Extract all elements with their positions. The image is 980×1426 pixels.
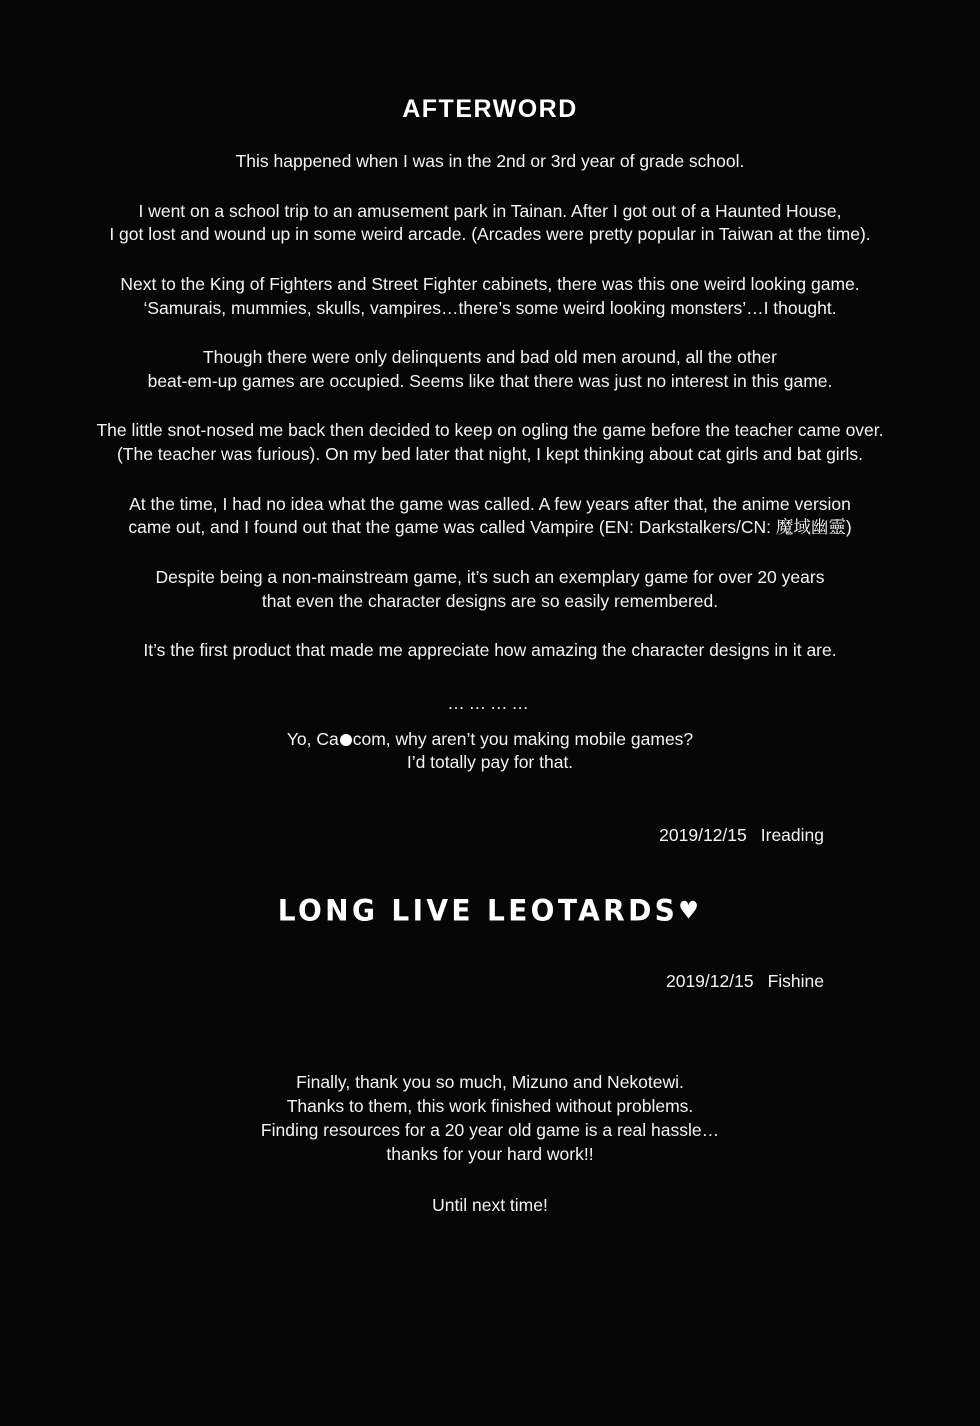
thanks-block [40, 1070, 940, 1167]
paragraph-4-line-1: Though there were only delinquents and bad old men around, all the other [202, 347, 777, 368]
closing-question-line-1 [40, 728, 940, 752]
page-title: AFTERWORD [402, 95, 578, 123]
paragraph-7 [40, 566, 940, 613]
closing-text-after-censor: com, why aren’t you making mobile games? [352, 728, 694, 749]
paragraph-5-line-1: The little snot-nosed me back then decided to keep on ogling the game before the teacher came over. [96, 420, 884, 441]
paragraph-3-line-2: ‘Samurais, mummies, skulls, vampires…there’s some weird looking monsters’…I thought. [143, 297, 837, 318]
closing-text-before-censor: Yo, Ca [286, 728, 339, 749]
paragraph-1 [40, 150, 940, 174]
paragraph-6 [40, 493, 940, 540]
paragraph-5-line-2: (The teacher was furious). On my bed later that night, I kept thinking about cat girls and bat girls. [116, 444, 864, 464]
paragraph-2 [40, 200, 940, 247]
paragraph-2-line-2: I got lost and wound up in some weird arcade. (Arcades were pretty popular in Taiwan at the time). [109, 224, 871, 245]
paragraph-8-line-1: It’s the first product that made me appreciate how amazing the character designs in it are. [143, 640, 837, 661]
slogan-text: LONG LIVE LEOTARDS [277, 893, 679, 928]
signature-fishine-name: Fishine [767, 971, 824, 991]
paragraph-7-line-1: Despite being a non-mainstream game, it’s such an exemplary game for over 20 years [155, 566, 825, 587]
paragraph-8 [40, 639, 940, 663]
paragraph-5 [40, 419, 940, 466]
paragraph-2-line-1: I went on a school trip to an amusement park in Tainan. After I got out of a Haunted House, [138, 200, 842, 221]
signature-fishine-date: 2019/12/15 [665, 971, 754, 991]
paragraph-6-line-1: At the time, I had no idea what the game was called. A few years after that, the anime version [129, 493, 851, 514]
paragraph-7-line-2: that even the character designs are so easily remembered. [261, 590, 719, 611]
thanks-line-3: Finding resources for a 20 year old game is a real hassle… [260, 1120, 720, 1141]
heart-icon: ♥ [678, 897, 703, 925]
signature-fishine [40, 971, 940, 992]
slogan [40, 893, 940, 928]
thanks-line-2: Thanks to them, this work finished without problems. [286, 1096, 694, 1117]
closing-question-line-2: I’d totally pay for that. [406, 752, 574, 773]
signature-ireading [40, 825, 940, 846]
section-divider-dots: ………… [447, 692, 533, 713]
thanks-line-4: thanks for your hard work!! [386, 1144, 594, 1165]
paragraph-3-line-1: Next to the King of Fighters and Street Fighter cabinets, there was this one weird looking game. [120, 273, 860, 294]
signature-ireading-date: 2019/12/15 [659, 825, 747, 845]
paragraph-6-line-2: came out, and I found out that the game was called Vampire (EN: Darkstalkers/CN: 魔域幽靈) [128, 517, 852, 538]
signature-ireading-name: Ireading [760, 825, 824, 845]
closing-question [40, 728, 940, 775]
until-next-time: Until next time! [432, 1194, 548, 1215]
paragraph-4 [40, 346, 940, 393]
thanks-line-1: Finally, thank you so much, Mizuno and Nekotewi. [296, 1072, 684, 1092]
paragraph-3 [40, 273, 940, 320]
paragraph-4-line-2: beat-em-up games are occupied. Seems like that there was just no interest in this game. [147, 370, 833, 391]
paragraph-1-line-1: This happened when I was in the 2nd or 3rd year of grade school. [235, 151, 745, 171]
censor-dot-icon [340, 734, 352, 746]
